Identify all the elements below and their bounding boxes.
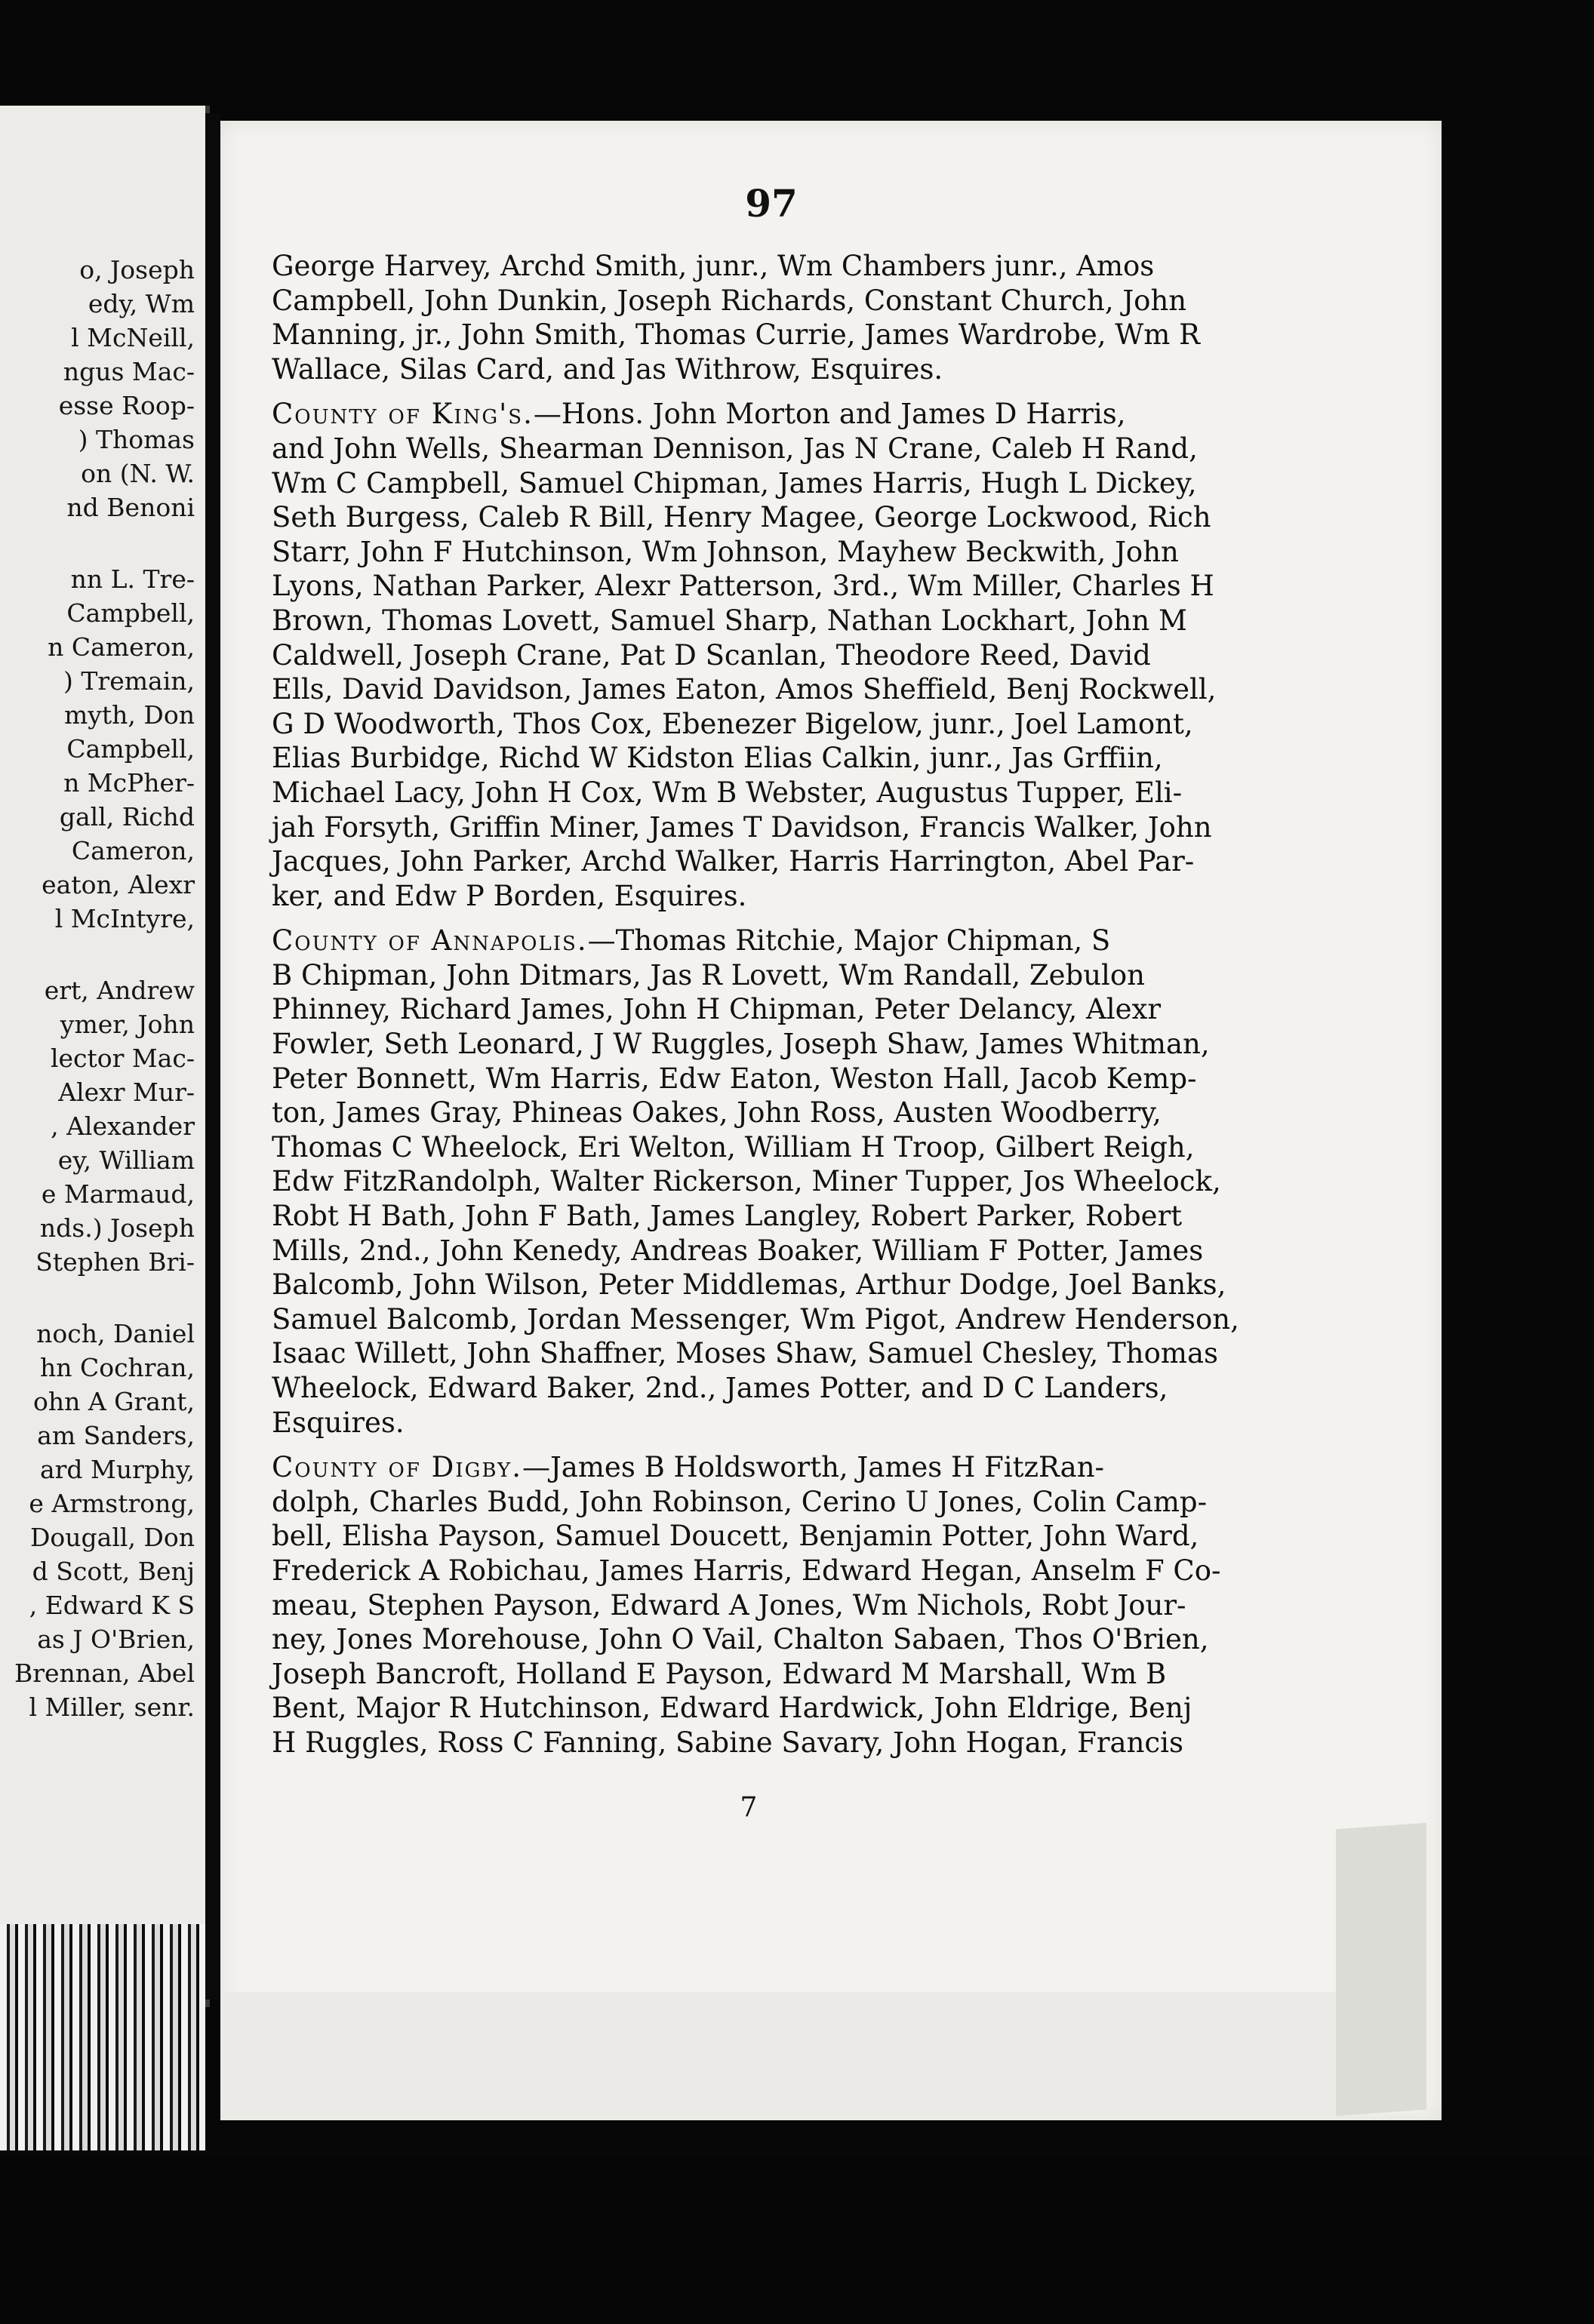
left-page-line: on (N. W.	[81, 459, 195, 488]
left-page-line: Brennan, Abel	[14, 1658, 195, 1688]
left-page-line	[0, 1279, 195, 1317]
line-text: Campbell, John Dunkin, Joseph Richards, Constant Church, John	[272, 284, 1187, 317]
text-line	[272, 1726, 1283, 1760]
line-text: Balcomb, John Wilson, Peter Middlemas, Arthur Dodge, Joel Banks,	[272, 1268, 1226, 1302]
left-page-line: nd Benoni	[66, 493, 195, 522]
county-heading: County of Annapolis.	[272, 924, 588, 958]
text-line	[272, 879, 1283, 914]
line-text: Samuel Balcomb, Jordan Messenger, Wm Pigot, Andrew Henderson,	[272, 1302, 1239, 1336]
left-page-line	[0, 524, 195, 562]
text-line	[272, 672, 1283, 707]
line-text: —Thomas Ritchie, Major Chipman, S	[587, 924, 1111, 958]
line-text: Wm C Campbell, Samuel Chipman, James Harris, Hugh L Dickey,	[272, 466, 1197, 500]
text-line	[272, 1485, 1283, 1520]
left-page-line: lector Mac-	[50, 1044, 195, 1073]
text-line	[272, 1450, 1283, 1485]
text-line	[272, 1130, 1283, 1165]
text-line	[272, 1371, 1283, 1406]
book-gutter	[205, 113, 219, 2000]
paragraph	[272, 924, 1283, 1440]
right-page	[220, 121, 1442, 2120]
line-text: B Chipman, John Ditmars, Jas R Lovett, Wm Randall, Zebulon	[272, 958, 1145, 991]
line-text: Michael Lacy, John H Cox, Wm B Webster, Augustus Tupper, Eli-	[272, 776, 1183, 809]
line-text: bell, Elisha Payson, Samuel Doucett, Benjamin Potter, John Ward,	[272, 1520, 1199, 1553]
line-text: Wheelock, Edward Baker, 2nd., James Potter, and D C Landers,	[272, 1372, 1168, 1404]
line-text: Joseph Bancroft, Holland E Payson, Edward M Marshall, Wm B	[272, 1657, 1167, 1690]
text-line	[272, 466, 1283, 501]
left-page-line: gall, Richd	[59, 802, 195, 832]
line-text: Fowler, Seth Leonard, J W Ruggles, Joseph Shaw, James Whitman,	[272, 1028, 1210, 1061]
left-page-line: ) Thomas	[78, 425, 195, 454]
line-text: Bent, Major R Hutchinson, Edward Hardwick, John Eldrige, Benj	[272, 1692, 1192, 1725]
text-line	[272, 1096, 1283, 1130]
text-line	[272, 844, 1283, 879]
left-page-line: myth, Don	[63, 700, 195, 730]
text-line	[272, 1268, 1283, 1302]
line-text: Edw FitzRandolph, Walter Rickerson, Miner Tupper, Jos Wheelock,	[272, 1165, 1221, 1198]
line-text: Robt H Bath, John F Bath, James Langley, Robert Parker, Robert	[272, 1200, 1183, 1233]
left-page-line: Alexr Mur-	[58, 1077, 195, 1107]
left-page-line: Campbell,	[66, 598, 195, 628]
text-line	[272, 707, 1283, 742]
page-edges	[0, 1924, 205, 2150]
text-line	[272, 604, 1283, 638]
page-number: 97	[745, 181, 798, 226]
text-line	[272, 1691, 1283, 1726]
text-line	[272, 810, 1283, 845]
text-line	[272, 318, 1283, 352]
text-line	[272, 397, 1283, 432]
left-page-line: Cameron,	[71, 836, 195, 865]
text-line	[272, 1336, 1283, 1371]
page-body	[272, 249, 1283, 1771]
line-text: Starr, John F Hutchinson, Wm Johnson, Mayhew Beckwith, John	[272, 535, 1179, 568]
line-text: meau, Stephen Payson, Edward A Jones, Wm Nichols, Robt Jour-	[272, 1588, 1186, 1622]
line-text: Mills, 2nd., John Kenedy, Andreas Boaker, William F Potter, James	[272, 1234, 1204, 1267]
text-line	[272, 638, 1283, 673]
line-text: H Ruggles, Ross C Fanning, Sabine Savary, John Hogan, Francis	[272, 1726, 1183, 1759]
line-text: jah Forsyth, Griffin Miner, James T Davidson, Francis Walker, John	[272, 810, 1212, 844]
line-text: Ells, David Davidson, James Eaton, Amos Sheffield, Benj Rockwell,	[272, 673, 1217, 706]
left-page-line: o, Joseph	[79, 255, 195, 284]
text-line	[272, 741, 1283, 776]
text-line	[272, 1622, 1283, 1657]
signature-mark: 7	[740, 1792, 758, 1823]
left-page-line: eaton, Alexr	[42, 870, 195, 899]
line-text: ton, James Gray, Phineas Oakes, John Ross, Austen Woodberry,	[272, 1096, 1162, 1130]
left-page-line: ert, Andrew	[44, 976, 195, 1005]
text-line	[272, 284, 1283, 318]
line-text: Esquires.	[272, 1406, 405, 1439]
left-page-line: nds.) Joseph	[39, 1213, 195, 1243]
left-page-line: l McNeill,	[71, 323, 195, 352]
text-line	[272, 776, 1283, 810]
left-page-line: ymer, John	[60, 1010, 195, 1039]
background-bottom	[0, 2158, 1594, 2324]
line-text: Brown, Thomas Lovett, Samuel Sharp, Nathan Lockhart, John M	[272, 604, 1187, 637]
left-page-line: Campbell,	[66, 734, 195, 764]
line-text: Lyons, Nathan Parker, Alexr Patterson, 3rd., Wm Miller, Charles H	[272, 570, 1214, 603]
text-line	[272, 1199, 1283, 1234]
line-text: Isaac Willett, John Shaffner, Moses Shaw, Samuel Chesley, Thomas	[272, 1337, 1218, 1370]
left-page-line: d Scott, Benj	[32, 1557, 195, 1586]
left-page-line: n Cameron,	[48, 632, 195, 662]
page-corner	[1336, 1823, 1426, 2116]
left-page-line: ngus Mac-	[63, 357, 195, 386]
line-text: Frederick A Robichau, James Harris, Edward Hegan, Anselm F Co-	[272, 1554, 1221, 1587]
left-page-line: ard Murphy,	[39, 1455, 195, 1484]
text-line	[272, 1657, 1283, 1692]
text-line	[272, 535, 1283, 570]
text-line	[272, 992, 1283, 1027]
left-page-line: am Sanders,	[37, 1421, 195, 1450]
text-line	[272, 569, 1283, 604]
left-page-line: , Alexander	[51, 1111, 195, 1141]
left-page-line: edy, Wm	[88, 289, 195, 318]
left-page-line: Dougall, Don	[29, 1523, 195, 1552]
left-page-line: ) Tremain,	[63, 666, 195, 696]
left-page-line: hn Cochran,	[39, 1353, 195, 1382]
text-line	[272, 352, 1283, 387]
text-line	[272, 249, 1283, 284]
line-text: Jacques, John Parker, Archd Walker, Harris Harrington, Abel Par-	[272, 845, 1195, 878]
line-text: Wallace, Silas Card, and Jas Withrow, Esquires.	[272, 352, 943, 386]
line-text: —James B Holdsworth, James H FitzRan-	[522, 1451, 1105, 1484]
paragraph	[272, 249, 1283, 386]
line-text: Manning, jr., John Smith, Thomas Currie, James Wardrobe, Wm R	[272, 318, 1200, 352]
line-text: Phinney, Richard James, John H Chipman, Peter Delancy, Alexr	[272, 993, 1162, 1026]
left-page-line: as J O'Brien,	[37, 1625, 195, 1654]
text-line	[272, 1027, 1283, 1062]
left-page-line: n McPher-	[63, 768, 195, 798]
line-text: G D Woodworth, Thos Cox, Ebenezer Bigelow, junr., Joel Lamont,	[272, 707, 1193, 740]
left-page-line: Stephen Bri-	[35, 1247, 195, 1277]
left-page-fragment	[0, 106, 210, 2007]
page-bottom	[220, 1992, 1352, 2120]
left-page-line: e Marmaud,	[41, 1179, 195, 1209]
text-line	[272, 1519, 1283, 1554]
paragraph	[272, 397, 1283, 913]
line-text: Thomas C Wheelock, Eri Welton, William H Troop, Gilbert Reigh,	[272, 1130, 1195, 1164]
left-page-line: , Edward K S	[29, 1591, 195, 1620]
text-line	[272, 1234, 1283, 1268]
line-text: Peter Bonnett, Wm Harris, Edw Eaton, Weston Hall, Jacob Kemp-	[272, 1062, 1197, 1095]
line-text: dolph, Charles Budd, John Robinson, Cerino U Jones, Colin Camp-	[272, 1485, 1208, 1518]
left-page-line: l Miller, senr.	[29, 1692, 195, 1722]
left-page-lines	[0, 253, 195, 1724]
text-line	[272, 1164, 1283, 1199]
text-line	[272, 1302, 1283, 1337]
left-page-line: l McIntyre,	[54, 904, 195, 933]
line-text: ney, Jones Morehouse, John O Vail, Chalton Sabaen, Thos O'Brien,	[272, 1623, 1209, 1656]
county-heading: County of King's.	[272, 398, 534, 431]
text-line	[272, 924, 1283, 958]
text-line	[272, 958, 1283, 993]
line-text: Elias Burbidge, Richd W Kidston Elias Calkin, junr., Jas Grffiin,	[272, 742, 1163, 775]
line-text: George Harvey, Archd Smith, junr., Wm Chambers junr., Amos	[272, 250, 1155, 282]
line-text: —Hons. John Morton and James D Harris,	[533, 398, 1126, 431]
left-page-line: ey, William	[57, 1145, 195, 1175]
text-line	[272, 1588, 1283, 1623]
paragraph	[272, 1450, 1283, 1760]
left-page-line: e Armstrong,	[29, 1489, 195, 1518]
line-text: ker, and Edw P Borden, Esquires.	[272, 879, 747, 912]
line-text: and John Wells, Shearman Dennison, Jas N Crane, Caleb H Rand,	[272, 432, 1198, 465]
left-page-line	[0, 936, 195, 973]
text-line	[272, 432, 1283, 466]
left-page-line: noch, Daniel	[36, 1319, 195, 1348]
text-line	[272, 1062, 1283, 1096]
text-line	[272, 1554, 1283, 1588]
left-page-line: esse Roop-	[58, 391, 195, 420]
line-text: Seth Burgess, Caleb R Bill, Henry Magee, George Lockwood, Rich	[272, 501, 1211, 534]
county-heading: County of Digby.	[272, 1451, 522, 1484]
left-page-line: ohn A Grant,	[32, 1387, 195, 1416]
text-line	[272, 500, 1283, 535]
text-line	[272, 1406, 1283, 1440]
left-page-line: nn L. Tre-	[70, 564, 195, 594]
line-text: Caldwell, Joseph Crane, Pat D Scanlan, Theodore Reed, David	[272, 638, 1151, 672]
